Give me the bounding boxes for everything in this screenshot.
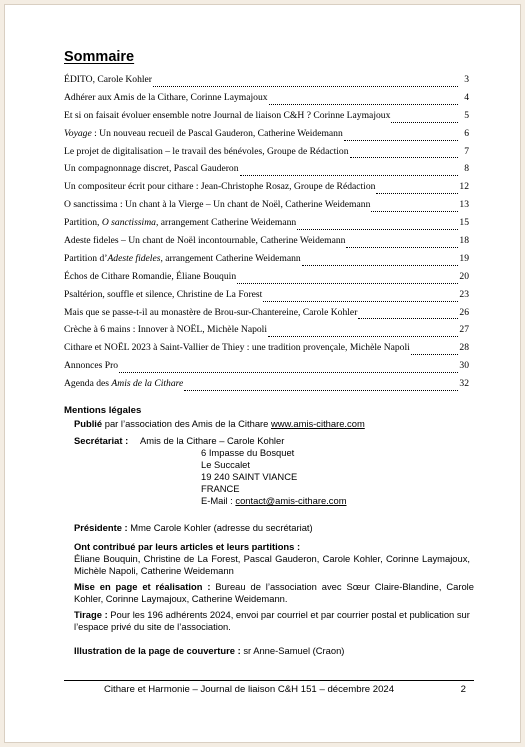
layout-text: Bureau de l’association avec Sœur Claire-Blandine, Carole Kohler, Corinne Laymajoux, Catherine Weidemann. — [74, 581, 474, 604]
address-line: Le Succalet — [201, 459, 250, 470]
toc-leader-dots — [268, 336, 458, 337]
toc-page-number: 5 — [464, 109, 469, 121]
print-run — [74, 609, 470, 633]
toc-leader-dots — [391, 122, 458, 123]
toc-entry-title: Annonces Pro — [64, 360, 119, 372]
toc-leader-dots — [184, 390, 458, 391]
toc-leader-dots — [269, 104, 458, 105]
toc-leader-dots — [297, 229, 458, 230]
print-label: Tirage : — [74, 609, 108, 620]
toc-entry[interactable] — [64, 342, 469, 360]
page-title: Sommaire — [64, 49, 135, 65]
address-line: Amis de la Cithare – Carole Kohler — [140, 435, 285, 446]
toc-entry-title: Cithare et NOËL 2023 à Saint-Vallier de Thiey : une tradition provençale, Michèle Napoli — [64, 342, 410, 354]
toc-entry-title: ÉDITO, Carole Kohler — [64, 74, 153, 85]
toc-page-number: 26 — [459, 306, 469, 318]
toc-page-number: 4 — [464, 91, 469, 103]
address-line: 6 Impasse du Bosquet — [201, 447, 295, 458]
print-text: Pour les 196 adhérents 2024, envoi par courriel et par courrier postal et publication sur l’espace privé du site de l’association. — [74, 609, 470, 632]
toc-entry-title: Et si on faisait évoluer ensemble notre Journal de liaison C&H ? Corinne Laymajoux — [64, 109, 391, 121]
toc-page-number: 23 — [459, 288, 469, 300]
toc-page-number: 7 — [464, 145, 469, 157]
toc-entry-title: Un compagnonnage discret, Pascal Gauderon — [64, 163, 239, 175]
toc-leader-dots — [376, 193, 458, 194]
toc-entry[interactable] — [64, 289, 469, 307]
toc-entry[interactable] — [64, 110, 469, 128]
address-line: FRANCE — [201, 483, 240, 494]
toc-leader-dots — [119, 372, 458, 373]
toc-entry[interactable] — [64, 163, 469, 181]
footer-rule — [64, 680, 474, 681]
toc-entry[interactable] — [64, 146, 469, 164]
toc-entry-title: Agenda des Amis de la Cithare — [64, 378, 184, 390]
toc-leader-dots — [346, 247, 458, 248]
toc-entry-title: Le projet de digitalisation – le travail des bénévoles, Groupe de Rédaction — [64, 145, 349, 157]
cover-text: sr Anne-Samuel (Craon) — [240, 645, 345, 656]
toc-leader-dots — [344, 140, 458, 141]
toc-entry-title: O sanctissima : Un chant à la Vierge – Un chant de Noël, Catherine Weidemann — [64, 199, 371, 211]
published-label: Publié — [74, 418, 103, 429]
email-line: E-Mail : contact@amis-cithare.com — [201, 495, 347, 506]
toc-entry-title: Mais que se passe-t-il au monastère de Brou-sur-Chantereine, Carole Kohler — [64, 306, 358, 318]
toc-leader-dots — [263, 301, 458, 302]
website-link[interactable]: www.amis-cithare.com — [270, 418, 365, 429]
secretariat-address — [140, 435, 347, 507]
toc-entry[interactable] — [64, 181, 469, 199]
toc-page-number: 19 — [459, 252, 469, 264]
toc-page-number: 3 — [464, 74, 469, 85]
toc-page-number: 13 — [459, 199, 469, 211]
legal-heading: Mentions légales — [64, 405, 142, 416]
president-label: Présidente : — [74, 522, 128, 533]
toc-entry-title: Voyage : Un nouveau recueil de Pascal Gauderon, Catherine Weidemann — [64, 127, 343, 139]
toc-page-number: 8 — [464, 163, 469, 175]
email-link[interactable]: contact@amis-cithare.com — [235, 495, 347, 506]
toc-leader-dots — [237, 283, 458, 284]
toc-entry-title: Un compositeur écrit pour cithare : Jean-Christophe Rosaz, Groupe de Rédaction — [64, 181, 376, 193]
table-of-contents — [64, 74, 469, 396]
toc-entry[interactable] — [64, 307, 469, 325]
toc-page-number: 32 — [459, 378, 469, 390]
document-page — [4, 4, 521, 743]
secretariat-label: Secrétariat : — [74, 435, 129, 446]
layout-label: Mise en page et réalisation : — [74, 581, 211, 592]
page-number: 2 — [460, 684, 466, 695]
toc-entry[interactable] — [64, 199, 469, 217]
toc-entry[interactable] — [64, 324, 469, 342]
toc-entry[interactable] — [64, 217, 469, 235]
toc-page-number: 12 — [459, 181, 469, 193]
toc-page-number: 15 — [459, 217, 469, 229]
toc-entry[interactable] — [64, 235, 469, 253]
toc-entry[interactable] — [64, 92, 469, 110]
toc-page-number: 18 — [459, 235, 469, 247]
toc-entry-title: Psaltérion, souffle et silence, Christine de La Forest — [64, 288, 263, 300]
toc-page-number: 30 — [459, 360, 469, 372]
cover-credit — [74, 645, 344, 657]
toc-leader-dots — [371, 211, 458, 212]
toc-leader-dots — [153, 86, 458, 87]
toc-page-number: 6 — [464, 127, 469, 139]
address-line: 19 240 SAINT VIANCE — [201, 471, 298, 482]
cover-label: Illustration de la page de couverture : — [74, 645, 241, 656]
toc-leader-dots — [350, 157, 458, 158]
toc-leader-dots — [240, 175, 459, 176]
contributors-text: Éliane Bouquin, Christine de La Forest, Pascal Gauderon, Carole Kohler, Corinne Laymajoux, Michèle Napoli, Catherine Weidemann — [74, 553, 470, 576]
toc-leader-dots — [358, 318, 458, 319]
toc-entry-title: Partition d’Adeste fideles, arrangement Catherine Weidemann — [64, 252, 301, 264]
toc-page-number: 27 — [459, 324, 469, 336]
toc-entry-title: Échos de Cithare Romandie, Éliane Bouquin — [64, 270, 237, 282]
president-text: Mme Carole Kohler (adresse du secrétariat) — [127, 522, 313, 533]
toc-entry[interactable] — [64, 378, 469, 396]
layout-credit — [74, 581, 474, 605]
president-line — [74, 522, 313, 534]
toc-entry[interactable] — [64, 253, 469, 271]
toc-entry[interactable] — [64, 128, 469, 146]
published-text: par l’association des Amis de la Cithare — [102, 418, 271, 429]
footer-text: Cithare et Harmonie – Journal de liaison C&H 151 – décembre 2024 — [104, 684, 395, 695]
published-line — [74, 418, 365, 430]
toc-page-number: 20 — [459, 270, 469, 282]
toc-page-number: 28 — [459, 342, 469, 354]
toc-entry-title: Crèche à 6 mains : Innover à NOËL, Michèle Napoli — [64, 324, 268, 336]
toc-entry[interactable] — [64, 74, 469, 92]
toc-entry[interactable] — [64, 271, 469, 289]
toc-entry-title: Adeste fideles – Un chant de Noël incontournable, Catherine Weidemann — [64, 235, 346, 247]
toc-entry-title: Partition, O sanctissima, arrangement Catherine Weidemann — [64, 217, 297, 229]
toc-leader-dots — [411, 354, 458, 355]
contributors-label: Ont contribué par leurs articles et leurs partitions : — [74, 541, 301, 552]
toc-entry-title: Adhérer aux Amis de la Cithare, Corinne Laymajoux — [64, 91, 268, 103]
toc-leader-dots — [302, 265, 458, 266]
toc-entry[interactable] — [64, 360, 469, 378]
